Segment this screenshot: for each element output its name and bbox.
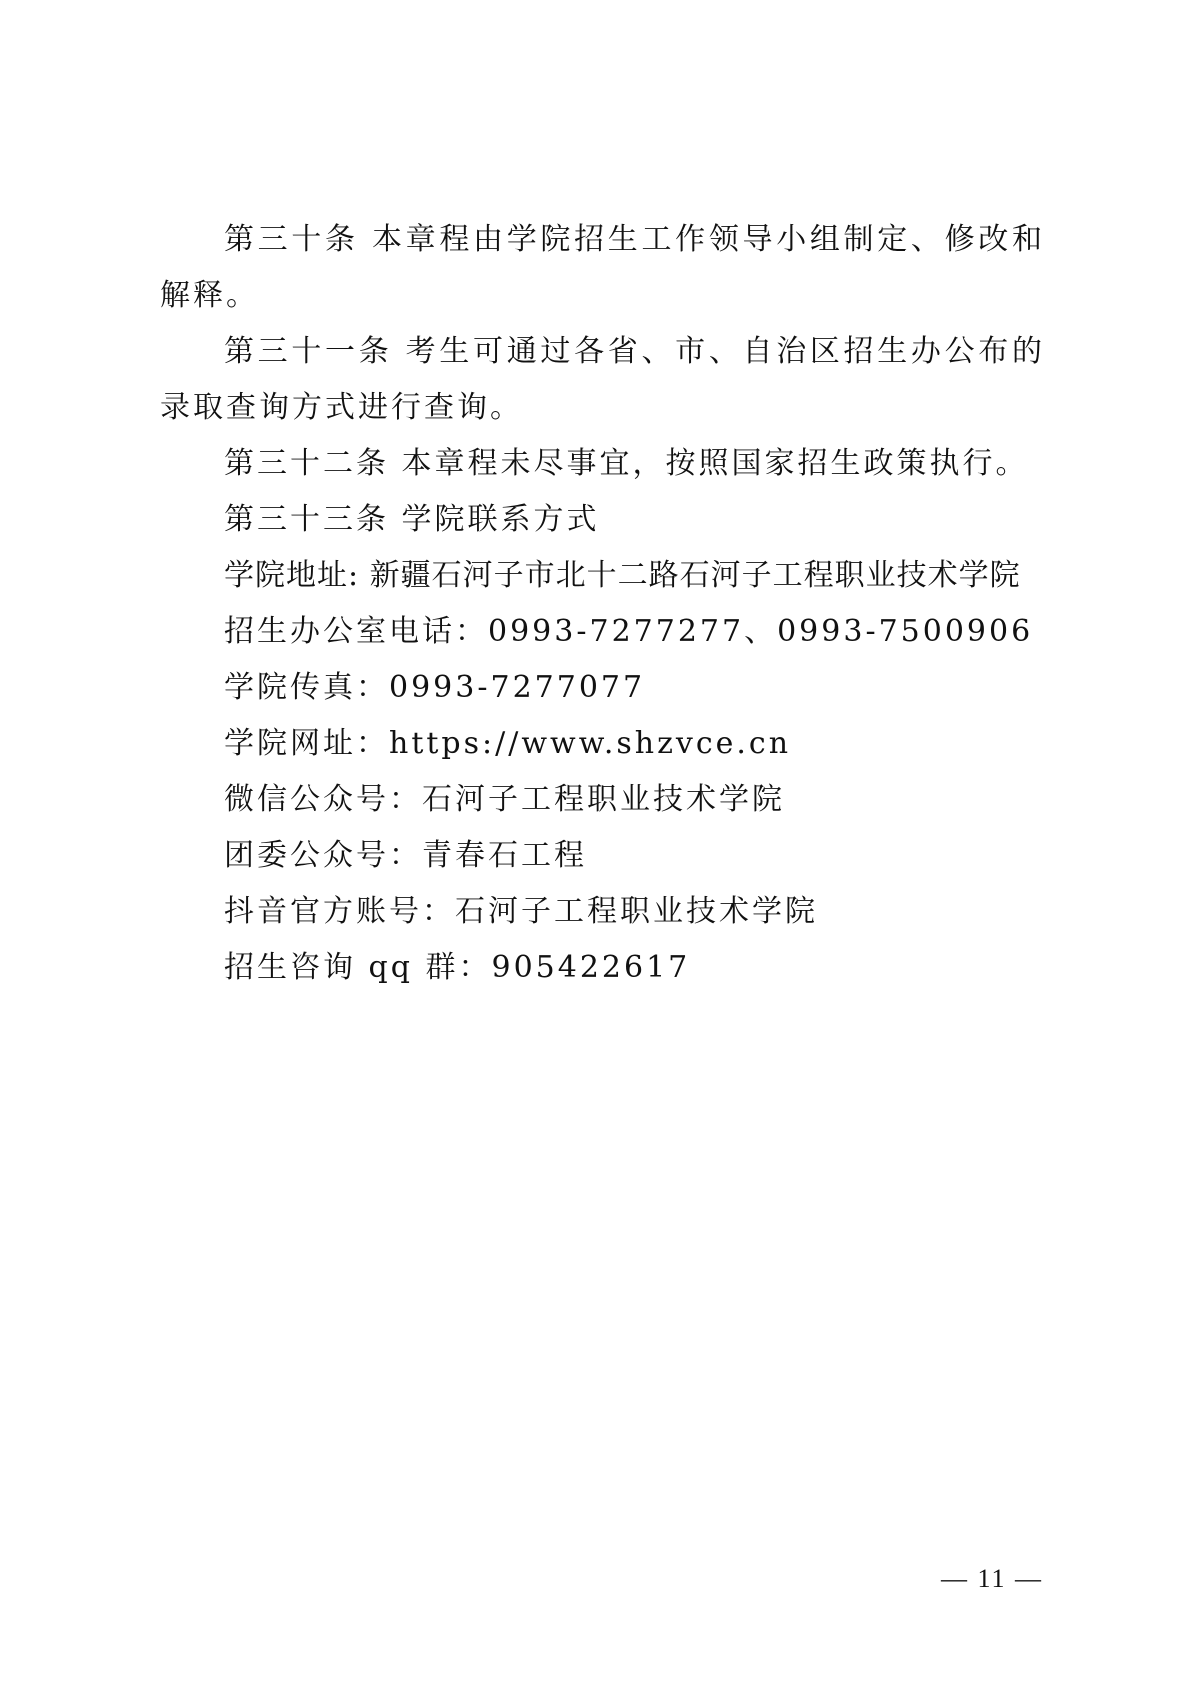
article-33: 第三十三条 学院联系方式 xyxy=(224,502,600,537)
contact-douyin-account: 抖音官方账号：石河子工程职业技术学院 xyxy=(224,894,818,929)
document-body xyxy=(160,212,1045,996)
page-number: — 11 — xyxy=(940,1564,1043,1593)
contact-admissions-phone: 招生办公室电话：0993-7277277、0993-7500906 xyxy=(224,614,1034,649)
article-30: 第三十条 本章程由学院招生工作领导小组制定、修改和解释。 xyxy=(160,222,1045,313)
contact-qq-group: 招生咨询 qq 群：905422617 xyxy=(224,950,691,985)
contact-website: 学院网址：https://www.shzvce.cn xyxy=(224,726,792,761)
article-31: 第三十一条 考生可通过各省、市、自治区招生办公布的录取查询方式进行查询。 xyxy=(160,334,1045,425)
contact-fax: 学院传真：0993-7277077 xyxy=(224,670,646,705)
contact-youth-league-account: 团委公众号：青春石工程 xyxy=(224,838,587,873)
article-32: 第三十二条 本章程未尽事宜，按照国家招生政策执行。 xyxy=(224,446,1029,481)
contact-wechat-account: 微信公众号：石河子工程职业技术学院 xyxy=(224,782,785,817)
contact-address: 学院地址: 新疆石河子市北十二路石河子工程职业技术学院 xyxy=(224,558,1021,593)
